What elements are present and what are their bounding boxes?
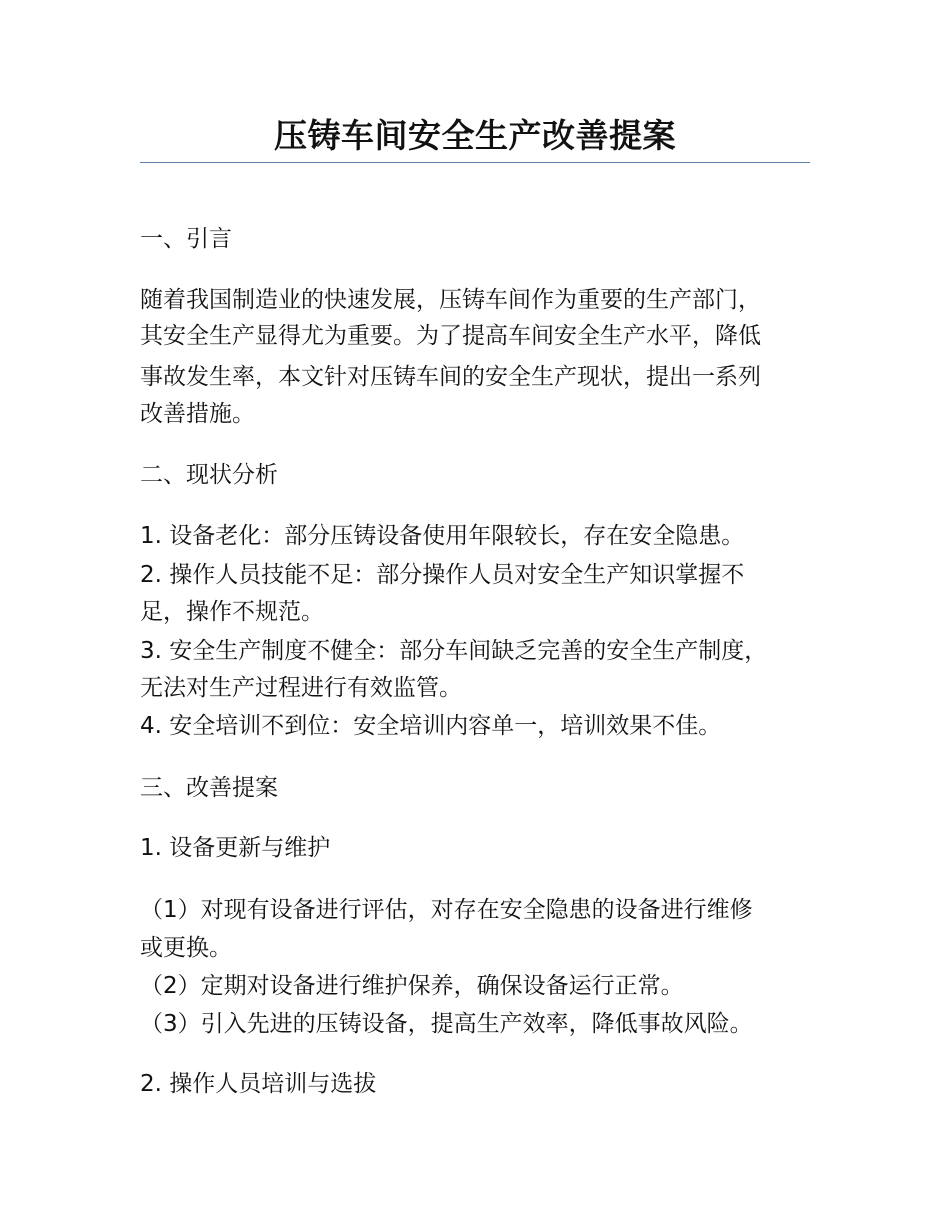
status-item-line: 3. 安全生产制度不健全：部分车间缺乏完善的安全生产制度， bbox=[140, 638, 768, 664]
proposal-item-line: （1）对现有设备进行评估，对存在安全隐患的设备进行维修 bbox=[140, 897, 753, 923]
intro-paragraph-line: 其安全生产显得尤为重要。为了提高车间安全生产水平，降低 bbox=[140, 323, 761, 349]
status-item-line: 1. 设备老化：部分压铸设备使用年限较长，存在安全隐患。 bbox=[140, 523, 745, 549]
section-heading-proposals: 三、改善提案 bbox=[140, 775, 278, 801]
status-item-line: 足，操作不规范。 bbox=[140, 599, 324, 625]
status-item-line: 无法对生产过程进行有效监管。 bbox=[140, 675, 462, 701]
subsection-heading-training: 2. 操作人员培训与选拔 bbox=[140, 1071, 377, 1097]
document-title: 压铸车间安全生产改善提案 bbox=[274, 116, 676, 155]
intro-paragraph-line: 改善措施。 bbox=[140, 401, 255, 427]
intro-paragraph-line: 事故发生率，本文针对压铸车间的安全生产现状，提出一系列 bbox=[140, 364, 761, 390]
status-item-line: 2. 操作人员技能不足：部分操作人员对安全生产知识掌握不 bbox=[140, 562, 745, 588]
status-item-line: 4. 安全培训不到位：安全培训内容单一，培训效果不佳。 bbox=[140, 713, 722, 739]
subsection-heading-equipment: 1. 设备更新与维护 bbox=[140, 835, 331, 861]
proposal-item-line: （3）引入先进的压铸设备，提高生产效率，降低事故风险。 bbox=[140, 1011, 753, 1037]
proposal-item-line: 或更换。 bbox=[140, 935, 232, 961]
section-heading-introduction: 一、引言 bbox=[140, 226, 232, 252]
intro-paragraph-line: 随着我国制造业的快速发展，压铸车间作为重要的生产部门， bbox=[140, 287, 761, 313]
title-divider bbox=[140, 162, 810, 163]
proposal-item-line: （2）定期对设备进行维护保养，确保设备运行正常。 bbox=[140, 973, 684, 999]
section-heading-status: 二、现状分析 bbox=[140, 462, 278, 488]
